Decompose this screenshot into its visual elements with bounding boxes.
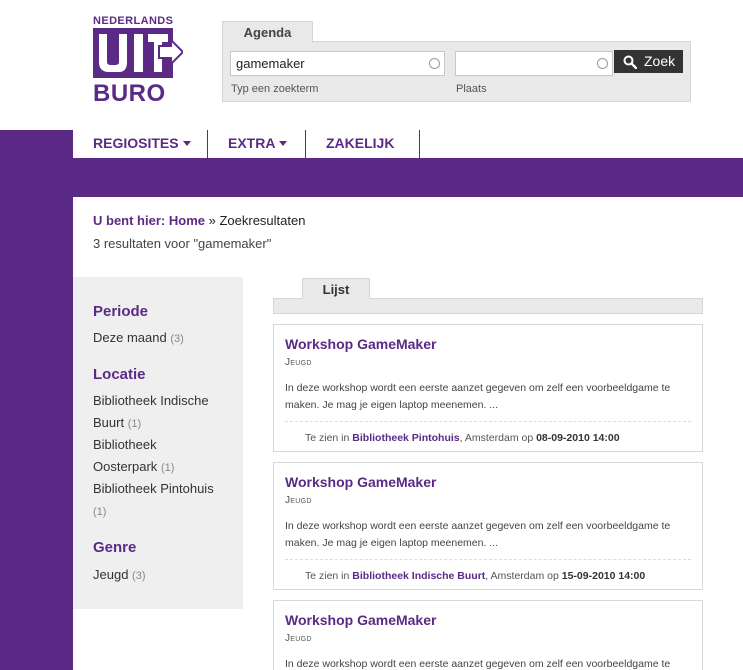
main-nav	[73, 130, 743, 158]
nav-item-label: EXTRA	[228, 135, 276, 151]
nav-item-label: REGIOSITES	[93, 135, 179, 151]
result-divider	[285, 421, 691, 422]
result-description-line: In deze workshop wordt een eerste aanzet gegeven om zelf een voorbeeldgame te	[285, 658, 671, 670]
result-city: , Amsterdam op	[485, 570, 559, 582]
logo-top-text: NEDERLANDS	[93, 15, 174, 27]
tab-lijst[interactable]: Lijst	[302, 278, 370, 299]
facet-item-oosterpark[interactable]	[93, 434, 233, 479]
facet-item-label: Bibliotheek Indische	[93, 393, 209, 408]
result-venue-link[interactable]: Bibliotheek Pintohuis	[352, 432, 460, 444]
result-card	[273, 324, 703, 452]
result-category: Jeugd	[285, 357, 312, 368]
result-title-link[interactable]: Workshop GameMaker	[285, 612, 437, 628]
list-tab-strip	[273, 298, 703, 314]
search-button-label: Zoek	[644, 53, 676, 69]
breadcrumb-prefix: U bent hier:	[93, 213, 166, 228]
nav-item-extra[interactable]	[228, 130, 287, 158]
search-term-value: gamemaker	[236, 56, 305, 71]
nav-item-zakelijk[interactable]	[326, 130, 394, 158]
facet-item-count: (3)	[132, 570, 146, 582]
tab-agenda[interactable]: Agenda	[222, 21, 313, 43]
search-term-input[interactable]	[230, 51, 445, 76]
result-description-line: maken. Je mag je eigen laptop meenemen. ...	[285, 399, 499, 411]
result-category: Jeugd	[285, 495, 312, 506]
facet-item-label: Bibliotheek	[93, 437, 157, 452]
result-description	[285, 380, 695, 414]
result-datetime: 15-09-2010 14:00	[561, 570, 646, 582]
facet-item-pintohuis[interactable]	[93, 478, 233, 523]
nav-divider	[305, 130, 306, 158]
nav-item-regiosites[interactable]	[93, 130, 191, 158]
result-description-line: In deze workshop wordt een eerste aanzet gegeven om zelf een voorbeeldgame te	[285, 520, 671, 532]
facet-item-deze-maand[interactable]	[93, 327, 233, 350]
left-gutter	[0, 197, 73, 670]
facet-item-label: Buurt	[93, 415, 125, 430]
uitburo-logo[interactable]	[93, 14, 183, 108]
place-label: Plaats	[456, 83, 487, 95]
result-title-link[interactable]: Workshop GameMaker	[285, 336, 437, 352]
facet-item-label: Oosterpark	[93, 459, 158, 474]
search-icon	[623, 55, 637, 69]
facet-item-label: Jeugd	[93, 567, 129, 582]
place-input[interactable]	[455, 51, 613, 76]
result-meta	[305, 432, 620, 444]
facet-item-count: (3)	[170, 333, 184, 345]
facet-item-label: Bibliotheek Pintohuis	[93, 481, 214, 496]
result-card	[273, 600, 703, 670]
nav-item-label: ZAKELIJK	[326, 135, 395, 151]
clear-circle-icon	[429, 58, 440, 69]
breadcrumb-current: Zoekresultaten	[219, 213, 306, 228]
result-category: Jeugd	[285, 633, 312, 644]
result-description	[285, 656, 695, 670]
result-title-link[interactable]: Workshop GameMaker	[285, 474, 437, 490]
result-card	[273, 462, 703, 590]
result-divider	[285, 559, 691, 560]
facet-item-jeugd[interactable]	[93, 564, 233, 587]
search-button[interactable]	[614, 50, 683, 73]
clear-circle-icon	[597, 58, 608, 69]
result-count: 3 resultaten voor "gamemaker"	[93, 236, 272, 251]
facet-title-genre: Genre	[93, 539, 137, 556]
search-term-label: Typ een zoekterm	[231, 83, 319, 95]
facet-item-indische-buurt[interactable]	[93, 390, 233, 435]
breadcrumb	[93, 213, 305, 228]
result-venue-link[interactable]: Bibliotheek Indische Buurt	[352, 570, 486, 582]
result-description-line: In deze workshop wordt een eerste aanzet gegeven om zelf een voorbeeldgame te	[285, 382, 671, 394]
facet-item-count: (1)	[160, 462, 175, 474]
facet-item-label: Deze maand	[93, 330, 167, 345]
facet-title-periode: Periode	[93, 303, 149, 320]
breadcrumb-home-link[interactable]: Home	[168, 213, 205, 228]
result-meta-prefix: Te zien in	[305, 570, 350, 582]
logo-uit-mark	[93, 28, 183, 78]
caret-down-icon	[183, 141, 191, 146]
breadcrumb-separator: »	[208, 213, 216, 228]
result-meta	[305, 570, 645, 582]
nav-divider	[419, 130, 420, 158]
result-city: , Amsterdam op	[459, 432, 534, 444]
facet-item-count: (1)	[93, 506, 107, 518]
facet-item-count: (1)	[127, 418, 142, 430]
caret-down-icon	[279, 141, 287, 146]
logo-bottom-text: BURO	[93, 80, 166, 107]
nav-divider	[207, 130, 208, 158]
result-description-line: maken. Je mag je eigen laptop meenemen. ...	[285, 537, 499, 549]
result-datetime: 08-09-2010 14:00	[536, 432, 620, 444]
result-meta-prefix: Te zien in	[305, 432, 350, 444]
facet-title-locatie: Locatie	[93, 366, 146, 383]
result-description	[285, 518, 695, 552]
